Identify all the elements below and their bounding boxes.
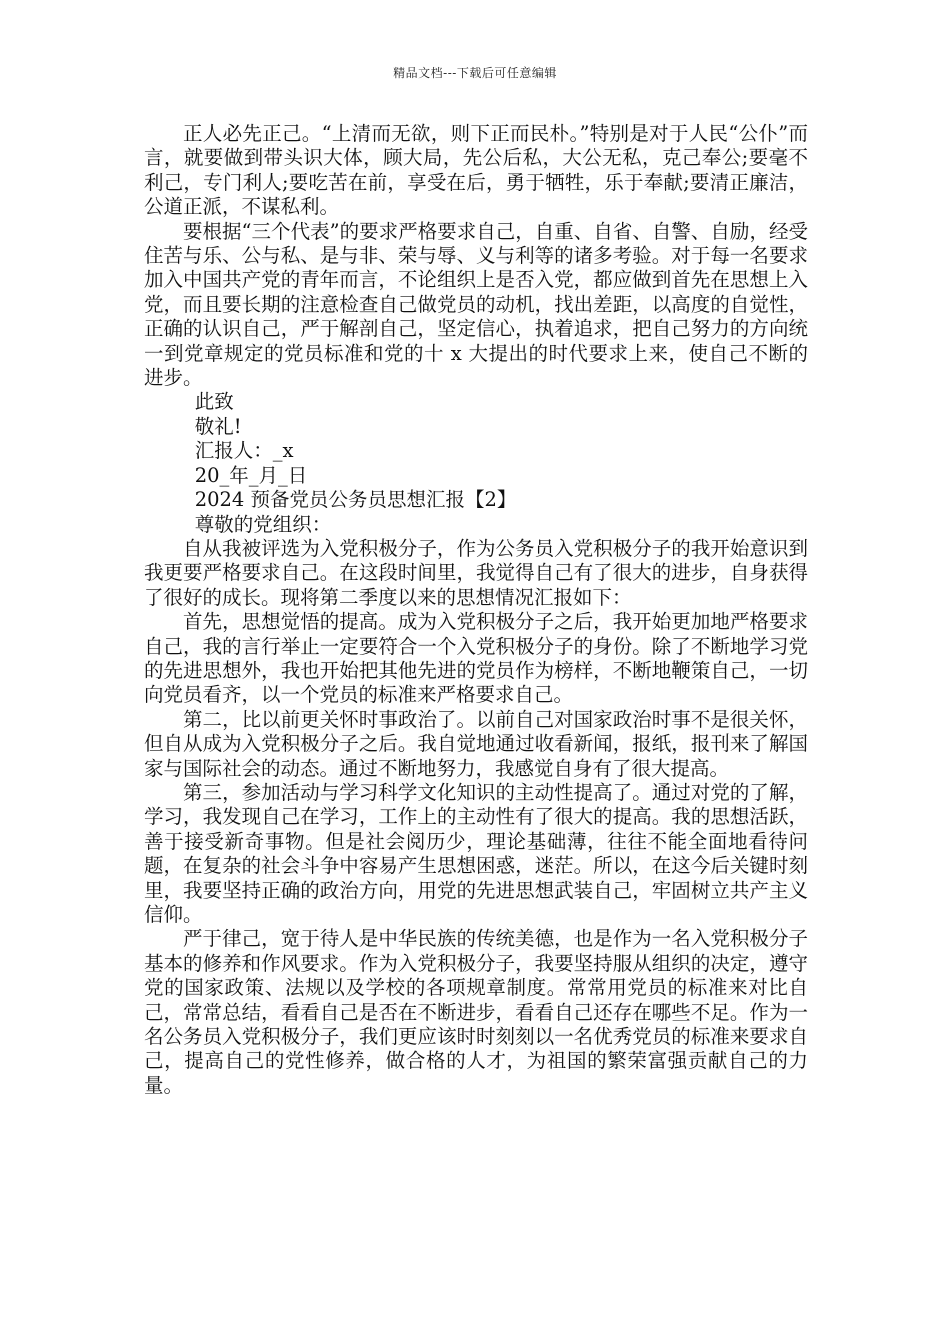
paragraph: 正人必先正己。“上清而无欲，则下正而民朴。”特别是对于人民“公仆”而言，就要做到带头识大体，顾大局，先公后私，大公无私，克己奉公;要毫不利己，专门利人;要吃苦在前，享受在后，勇于牺牲，乐于奉献;要清正廉洁，公道正派，不谋私利。	[144, 122, 808, 219]
paragraph: 自从我被评选为入党积极分子，作为公务员入党积极分子的我开始意识到我更要严格要求自己。在这段时间里，我觉得自己有了很大的进步，自身获得了很好的成长。现将第二季度以来的思想情况汇报如下：	[144, 536, 808, 609]
paragraph: 首先，思想觉悟的提高。成为入党积极分子之后，我开始更加地严格要求自己，我的言行举止一定要符合一个入党积极分子的身份。除了不断地学习党的先进思想外，我也开始把其他先进的党员作为榜样，不断地鞭策自己，一切向党员看齐，以一个党员的标准来严格要求自己。	[144, 610, 808, 707]
document-body	[144, 122, 808, 1098]
date-line: 20_年_月_日	[194, 463, 308, 487]
reporter-line: 汇报人：_x	[194, 439, 294, 463]
salutation: 尊敬的党组织：	[194, 512, 332, 536]
page-header: 精品文档---下载后可任意编辑	[393, 66, 557, 80]
paragraph: 第二，比以前更关怀时事政治了。以前自己对国家政治时事不是很关怀，但自从成为入党积极分子之后。我自觉地通过收看新闻，报纸，报刊来了解国家与国际社会的动态。通过不断地努力，我感觉自身有了很大提高。	[144, 707, 808, 780]
paragraph: 严于律己，宽于待人是中华民族的传统美德，也是作为一名入党积极分子基本的修养和作风要求。作为入党积极分子，我要坚持服从组织的决定，遵守党的国家政策、法规以及学校的各项规章制度。常常用党员的标准来对比自己，常常总结，看看自己是否在不断进步，看看自己还存在哪些不足。作为一名公务员入党积极分子，我们更应该时时刻刻以一名优秀党员的标准来要求自己，提高自己的党性修养，做合格的人才，为祖国的繁荣富强贡献自己的力量。	[144, 927, 808, 1097]
closing-salute: 敬礼!	[194, 414, 242, 438]
paragraph: 要根据“三个代表”的要求严格要求自己，自重、自省、自警、自励，经受住苦与乐、公与私、是与非、荣与辱、义与利等的诸多考验。对于每一名要求加入中国共产党的青年而言，不论组织上是否入党，都应做到首先在思想上入党，而且要长期的注意检查自己做党员的动机，找出差距，以高度的自觉性，正确的认识自己，严于解剖自己，坚定信心，执着追求，把自己努力的方向统一到党章规定的党员标准和党的十 x 大提出的时代要求上来，使自己不断的进步。	[144, 219, 808, 390]
section-title: 2024 预备党员公务员思想汇报【2】	[194, 488, 517, 512]
paragraph: 第三，参加活动与学习科学文化知识的主动性提高了。通过对党的了解，学习，我发现自己在学习，工作上的主动性有了很大的提高。我的思想活跃，善于接受新奇事物。但是社会阅历少，理论基础薄，往往不能全面地看待问题，在复杂的社会斗争中容易产生思想困惑，迷茫。所以，在这今后关键时刻里，我要坚持正确的政治方向，用党的先进思想武装自己，牢固树立共产主义信仰。	[144, 780, 808, 926]
closing-line: 此致	[194, 390, 234, 414]
